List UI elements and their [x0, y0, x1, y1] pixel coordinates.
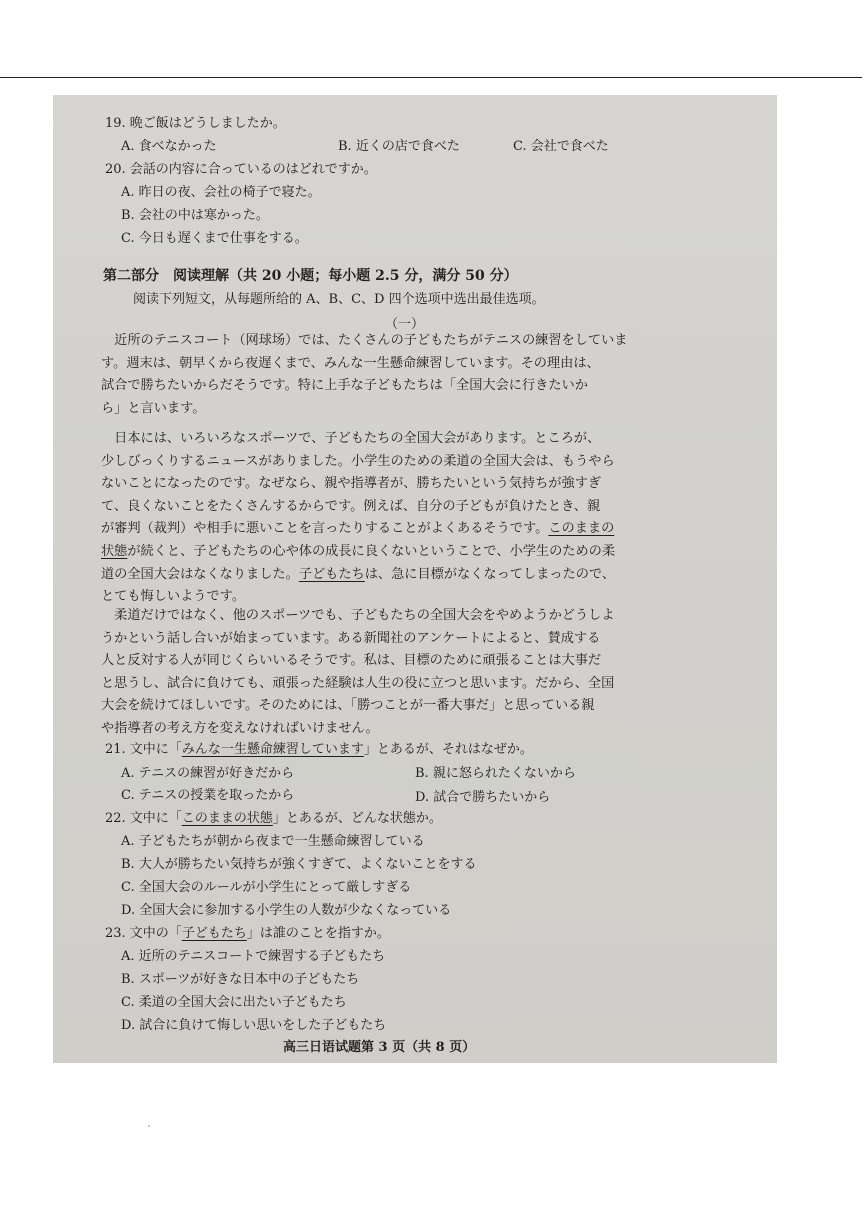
p2-text: 道の全国大会はなくなりました。: [101, 566, 299, 582]
bleed-through-text: [639, 115, 769, 331]
p2-line: て、良くないことをたくさんするからです。例えば、自分の子どもが負けたとき、親: [101, 498, 601, 514]
q20-option-a: A. 昨日の夜、会社の椅子で寝た。: [121, 185, 321, 200]
q22-option-a: A. 子どもたちが朝から夜まで一生懸命練習している: [121, 834, 425, 849]
question-19: 19. 晩ご飯はどうしましたか。: [105, 116, 286, 131]
section-heading: 第二部分 阅读理解（共 20 小题；每小题 2.5 分，满分 50 分）: [103, 268, 518, 284]
p2-line: ないことになったのです。なぜなら、親や指導者が、勝ちたいという気持ちが強すぎ: [101, 476, 602, 492]
p1-line: 近所のテニスコート（网球场）では、たくさんの子どもたちがテニスの練習をしていま: [101, 333, 628, 348]
paragraph-3: [101, 605, 701, 741]
p1-line: 試合で勝ちたいからだそうです。特に上手な子どもたちは「全国大会に行きたいか: [101, 378, 588, 394]
p2-line: [101, 518, 701, 541]
q22-text: 22. 文中に「: [105, 811, 182, 826]
q21-option-b: B. 親に怒られたくないから: [415, 766, 576, 781]
p2-text: が審判（裁判）や相手に悪いことを言ったりすることがよくあるそうです。: [101, 521, 549, 537]
p3-line: 人と反対する人が同じくらいいるそうです。私は、目標のために頑張ることは大事だ: [101, 653, 602, 669]
underline-kodomotachi: 子どもたち: [298, 566, 365, 582]
question-23: [105, 925, 390, 943]
passage-number: （一）: [385, 317, 425, 332]
q23-option-d: D. 試合に負けて悔しい思いをした子どもたち: [121, 1018, 387, 1033]
q19-option-b: B. 近くの店で食べた: [338, 139, 460, 154]
top-rule: [0, 77, 862, 78]
p2-line: 少しびっくりするニュースがありました。小学生のための柔道の全国大会は、もうやら: [101, 453, 615, 469]
q21-option-a: A. テニスの練習が好きだから: [121, 766, 295, 781]
q23-option-c: C. 柔道の全国大会に出たい子どもたち: [121, 995, 347, 1010]
q21-quote: みんな一生懸命練習しています: [181, 742, 364, 757]
q22-text: 」とあるが、どんな状態か。: [272, 811, 442, 826]
q21-text: 21. 文中に「: [105, 742, 182, 757]
p2-text: が続くと、子どもたちの心や体の成長に良くないということで、小学生のための柔: [127, 543, 616, 559]
q23-text: 」は誰のことを指すか。: [246, 926, 390, 941]
underline-jotai: 状態: [101, 543, 128, 559]
paragraph-2: [101, 428, 701, 609]
q23-quote: 子どもたち: [181, 926, 247, 941]
q23-text: 23. 文中の「: [105, 926, 182, 941]
p3-line: と思うし、試合に負けても、頑張った経験は人生の役に立つと思います。だから、全国: [101, 675, 615, 691]
q20-option-b: B. 会社の中は寒かった。: [121, 208, 269, 223]
p2-line: [101, 564, 701, 587]
p2-line: [101, 541, 701, 564]
p3-line: 大会を続けてほしいです。そのためには、「勝つことが一番大事だ」と思っている親: [101, 698, 595, 714]
q22-quote: このままの状態: [181, 811, 273, 826]
p1-line: す。週末は、朝早くから夜遅くまで、みんな一生懸命練習しています。その理由は、: [101, 355, 600, 371]
p3-line: や指導者の考え方を変えなければいけません。: [101, 720, 379, 736]
q22-option-c: C. 全国大会のルールが小学生にとって厳しすぎる: [121, 880, 412, 895]
question-21: [105, 741, 533, 759]
question-22: [105, 810, 442, 828]
exam-page-photo: [53, 95, 777, 1063]
paragraph-1: [101, 330, 701, 420]
q22-option-b: B. 大人が勝ちたい気持ちが強くすぎて、よくないことをする: [121, 857, 477, 872]
q19-option-a: A. 食べなかった: [121, 139, 217, 154]
q20-option-c: C. 今日も遅くまで仕事をする。: [121, 231, 308, 246]
p2-line: とても悔しいようです。: [101, 589, 246, 605]
underline-kono-mama: このままの: [548, 521, 615, 537]
scan-speck: [148, 1125, 150, 1127]
p3-line: 柔道だけではなく、他のスポーツでも、子どもたちの全国大会をやめようかどうしよ: [101, 608, 615, 623]
page-footer: 高三日语试题第 3 页（共 8 页）: [283, 1040, 476, 1055]
p2-text: は、急に目標がなくなってしまったので、: [364, 566, 616, 582]
q21-text: 」とあるが、それはなぜか。: [363, 742, 533, 757]
section-instruction: 阅读下列短文，从每题所给的 A、B、C、D 四个选项中选出最佳选项。: [133, 292, 545, 307]
question-20: 20. 会話の内容に合っているのはどれですか。: [105, 162, 377, 177]
q22-option-d: D. 全国大会に参加する小学生の人数が少なくなっている: [121, 903, 452, 918]
q21-option-c: C. テニスの授業を取ったから: [121, 788, 295, 803]
p3-line: うかという話し合いが始まっています。ある新聞社のアンケートによると、賛成する: [101, 630, 601, 646]
q21-option-d: D. 試合で勝ちたいから: [415, 790, 551, 805]
q19-option-c: C. 会社で食べた: [513, 139, 609, 154]
q23-option-b: B. スポーツが好きな日本中の子どもたち: [121, 972, 360, 987]
p1-line: ら」と言います。: [101, 400, 206, 416]
p2-line: 日本には、いろいろなスポーツで、子どもたちの全国大会があります。ところが、: [101, 431, 601, 446]
q23-option-a: A. 近所のテニスコートで練習する子どもたち: [121, 949, 386, 964]
